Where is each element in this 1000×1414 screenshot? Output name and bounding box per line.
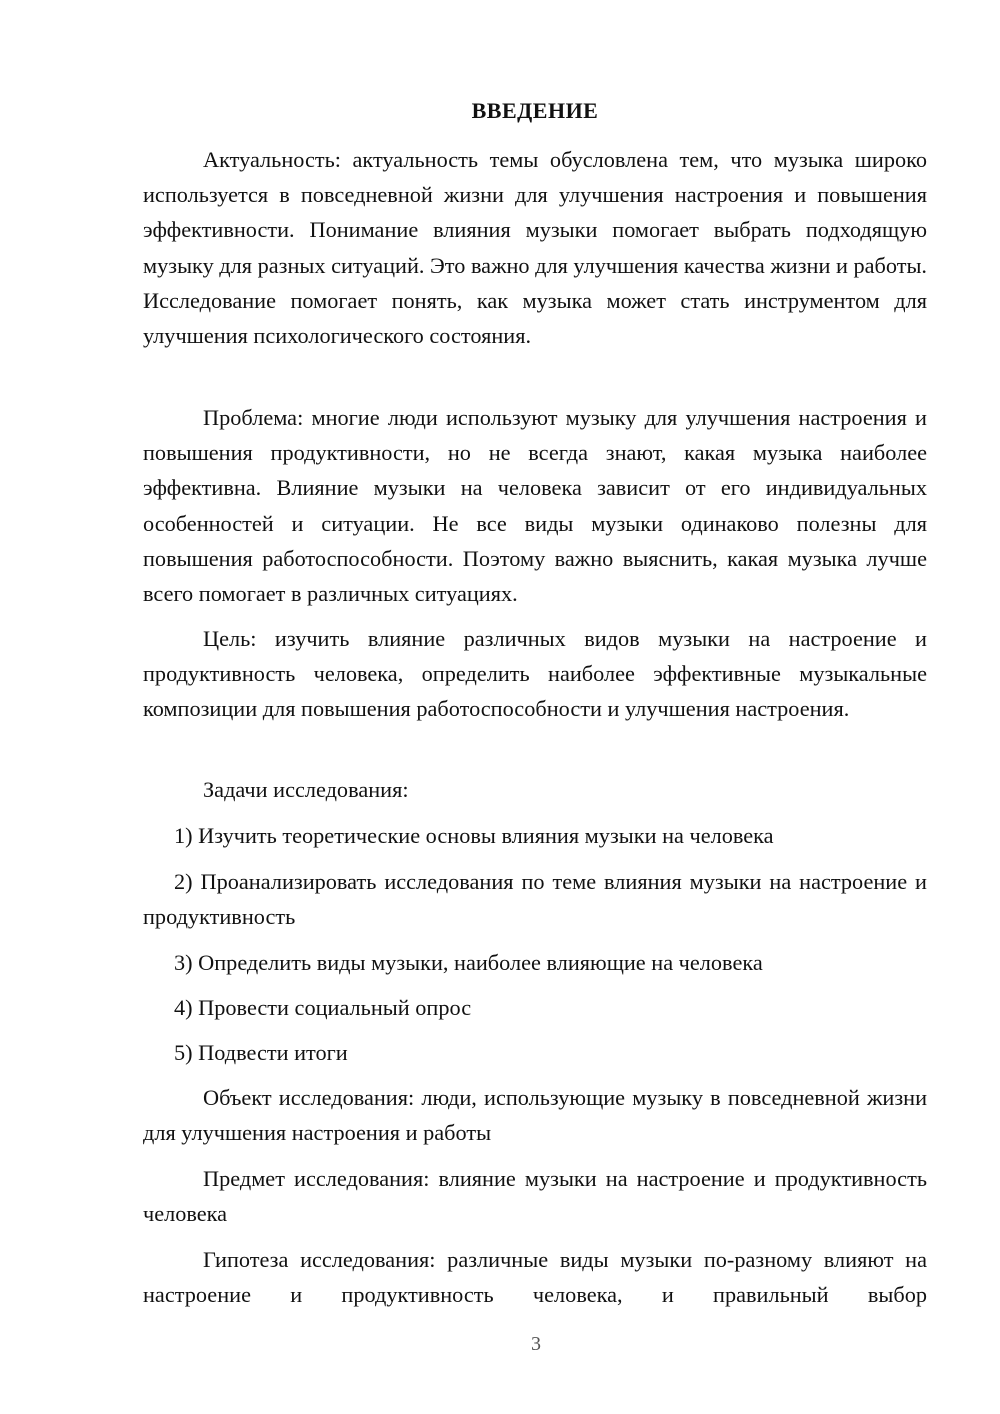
- section-title: ВВЕДЕНИЕ: [471, 98, 599, 123]
- task-item-3: 3) Определить виды музыки, наиболее влияющие на человека: [174, 950, 763, 975]
- tasks-heading: Задачи исследования:: [203, 777, 409, 802]
- task-item-4: 4) Провести социальный опрос: [174, 995, 472, 1020]
- task-item-5: 5) Подвести итоги: [174, 1040, 348, 1065]
- paragraph-hypothesis: Гипотеза исследования: различные виды музыки по-разному влияют на настроение и продуктивность человека, и правильный выбор: [143, 1247, 927, 1308]
- paragraph-relevance: Актуальность: актуальность темы обусловлена тем, что музыка широко используется в повседневной жизни для улучшения настроения и повышения эффективности. Понимание влияния музыки помогает выбрать подходящую музыку для разных ситуаций. Это важно для улучшения качества жизни и работы. Исследование помогает понять, как музыка может стать инструментом для улучшения психологического состояния.: [143, 147, 927, 349]
- paragraph-problem: Проблема: многие люди используют музыку для улучшения настроения и повышения продуктивности, но не всегда знают, какая музыка наиболее эффективна. Влияние музыки на человека зависит от его индивидуальных особенностей и ситуации. Не все виды музыки одинаково полезны для повышения работоспособности. Поэтому важно выяснить, какая музыка лучше всего помогает в различных ситуациях.: [143, 405, 927, 607]
- paragraph-object: Объект исследования: люди, использующие музыку в повседневной жизни для улучшения настроения и работы: [143, 1085, 927, 1146]
- paragraph-goal: Цель: изучить влияние различных видов музыки на настроение и продуктивность человека, определить наиболее эффективные музыкальные композиции для повышения работоспособности и улучшения настроения.: [143, 626, 927, 722]
- page-number: 3: [531, 1333, 541, 1355]
- paragraph-subject: Предмет исследования: влияние музыки на настроение и продуктивность человека: [143, 1166, 927, 1227]
- task-item-2: 2) Проанализировать исследования по теме влияния музыки на настроение и продуктивность: [143, 869, 927, 930]
- task-item-1: 1) Изучить теоретические основы влияния музыки на человека: [174, 823, 774, 848]
